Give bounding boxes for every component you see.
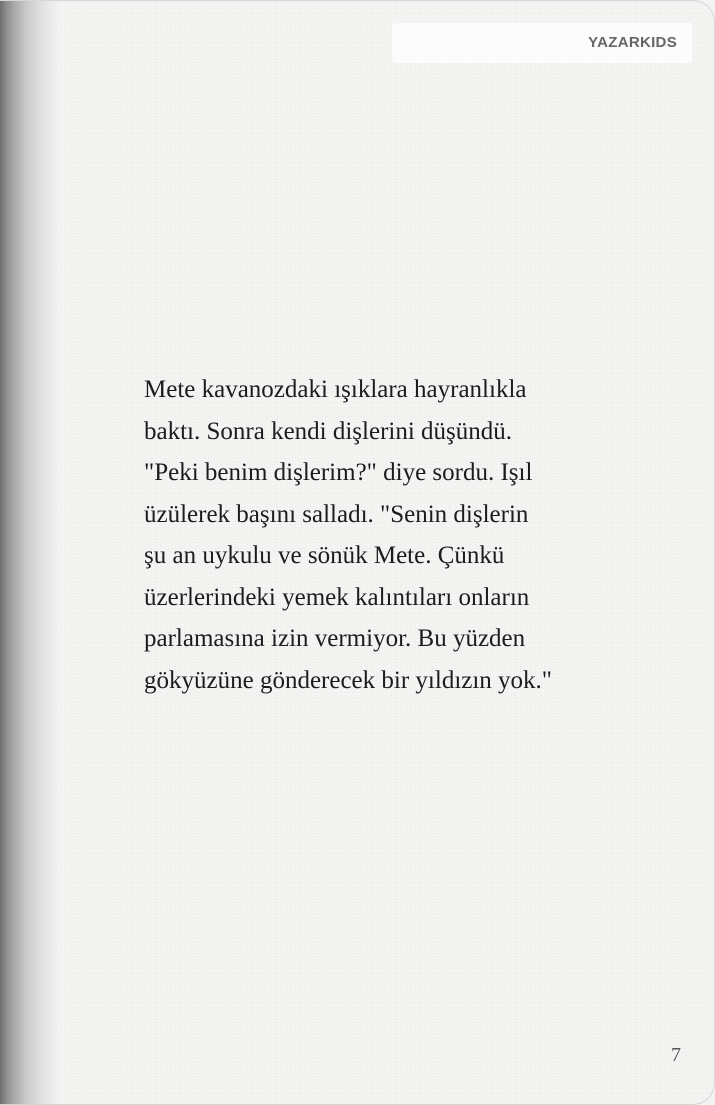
- story-line: Mete kavanozdaki ışıklara hayranlıkla: [144, 376, 527, 403]
- brand-label: YAZARKIDS: [588, 34, 677, 51]
- story-line: gökyüzüne gönderecek bir yıldızın yok.": [144, 666, 553, 694]
- story-line: şu an uykulu ve sönük Mete. Çünkü: [144, 542, 505, 569]
- story-line: üzülerek başını salladı. "Senin dişlerin: [144, 500, 529, 528]
- story-line: baktı. Sonra kendi dişlerini düşündü.: [144, 417, 513, 445]
- book-spine-shadow: [0, 1, 60, 1104]
- page-number: 7: [671, 1044, 681, 1066]
- story-line: üzerlerindeki yemek kalıntıları onların: [144, 583, 530, 611]
- story-line: parlamasına izin vermiyor. Bu yüzden: [144, 625, 526, 652]
- story-paragraph: [144, 369, 614, 701]
- story-line: "Peki benim dişlerim?" diye sordu. Işıl: [144, 459, 533, 486]
